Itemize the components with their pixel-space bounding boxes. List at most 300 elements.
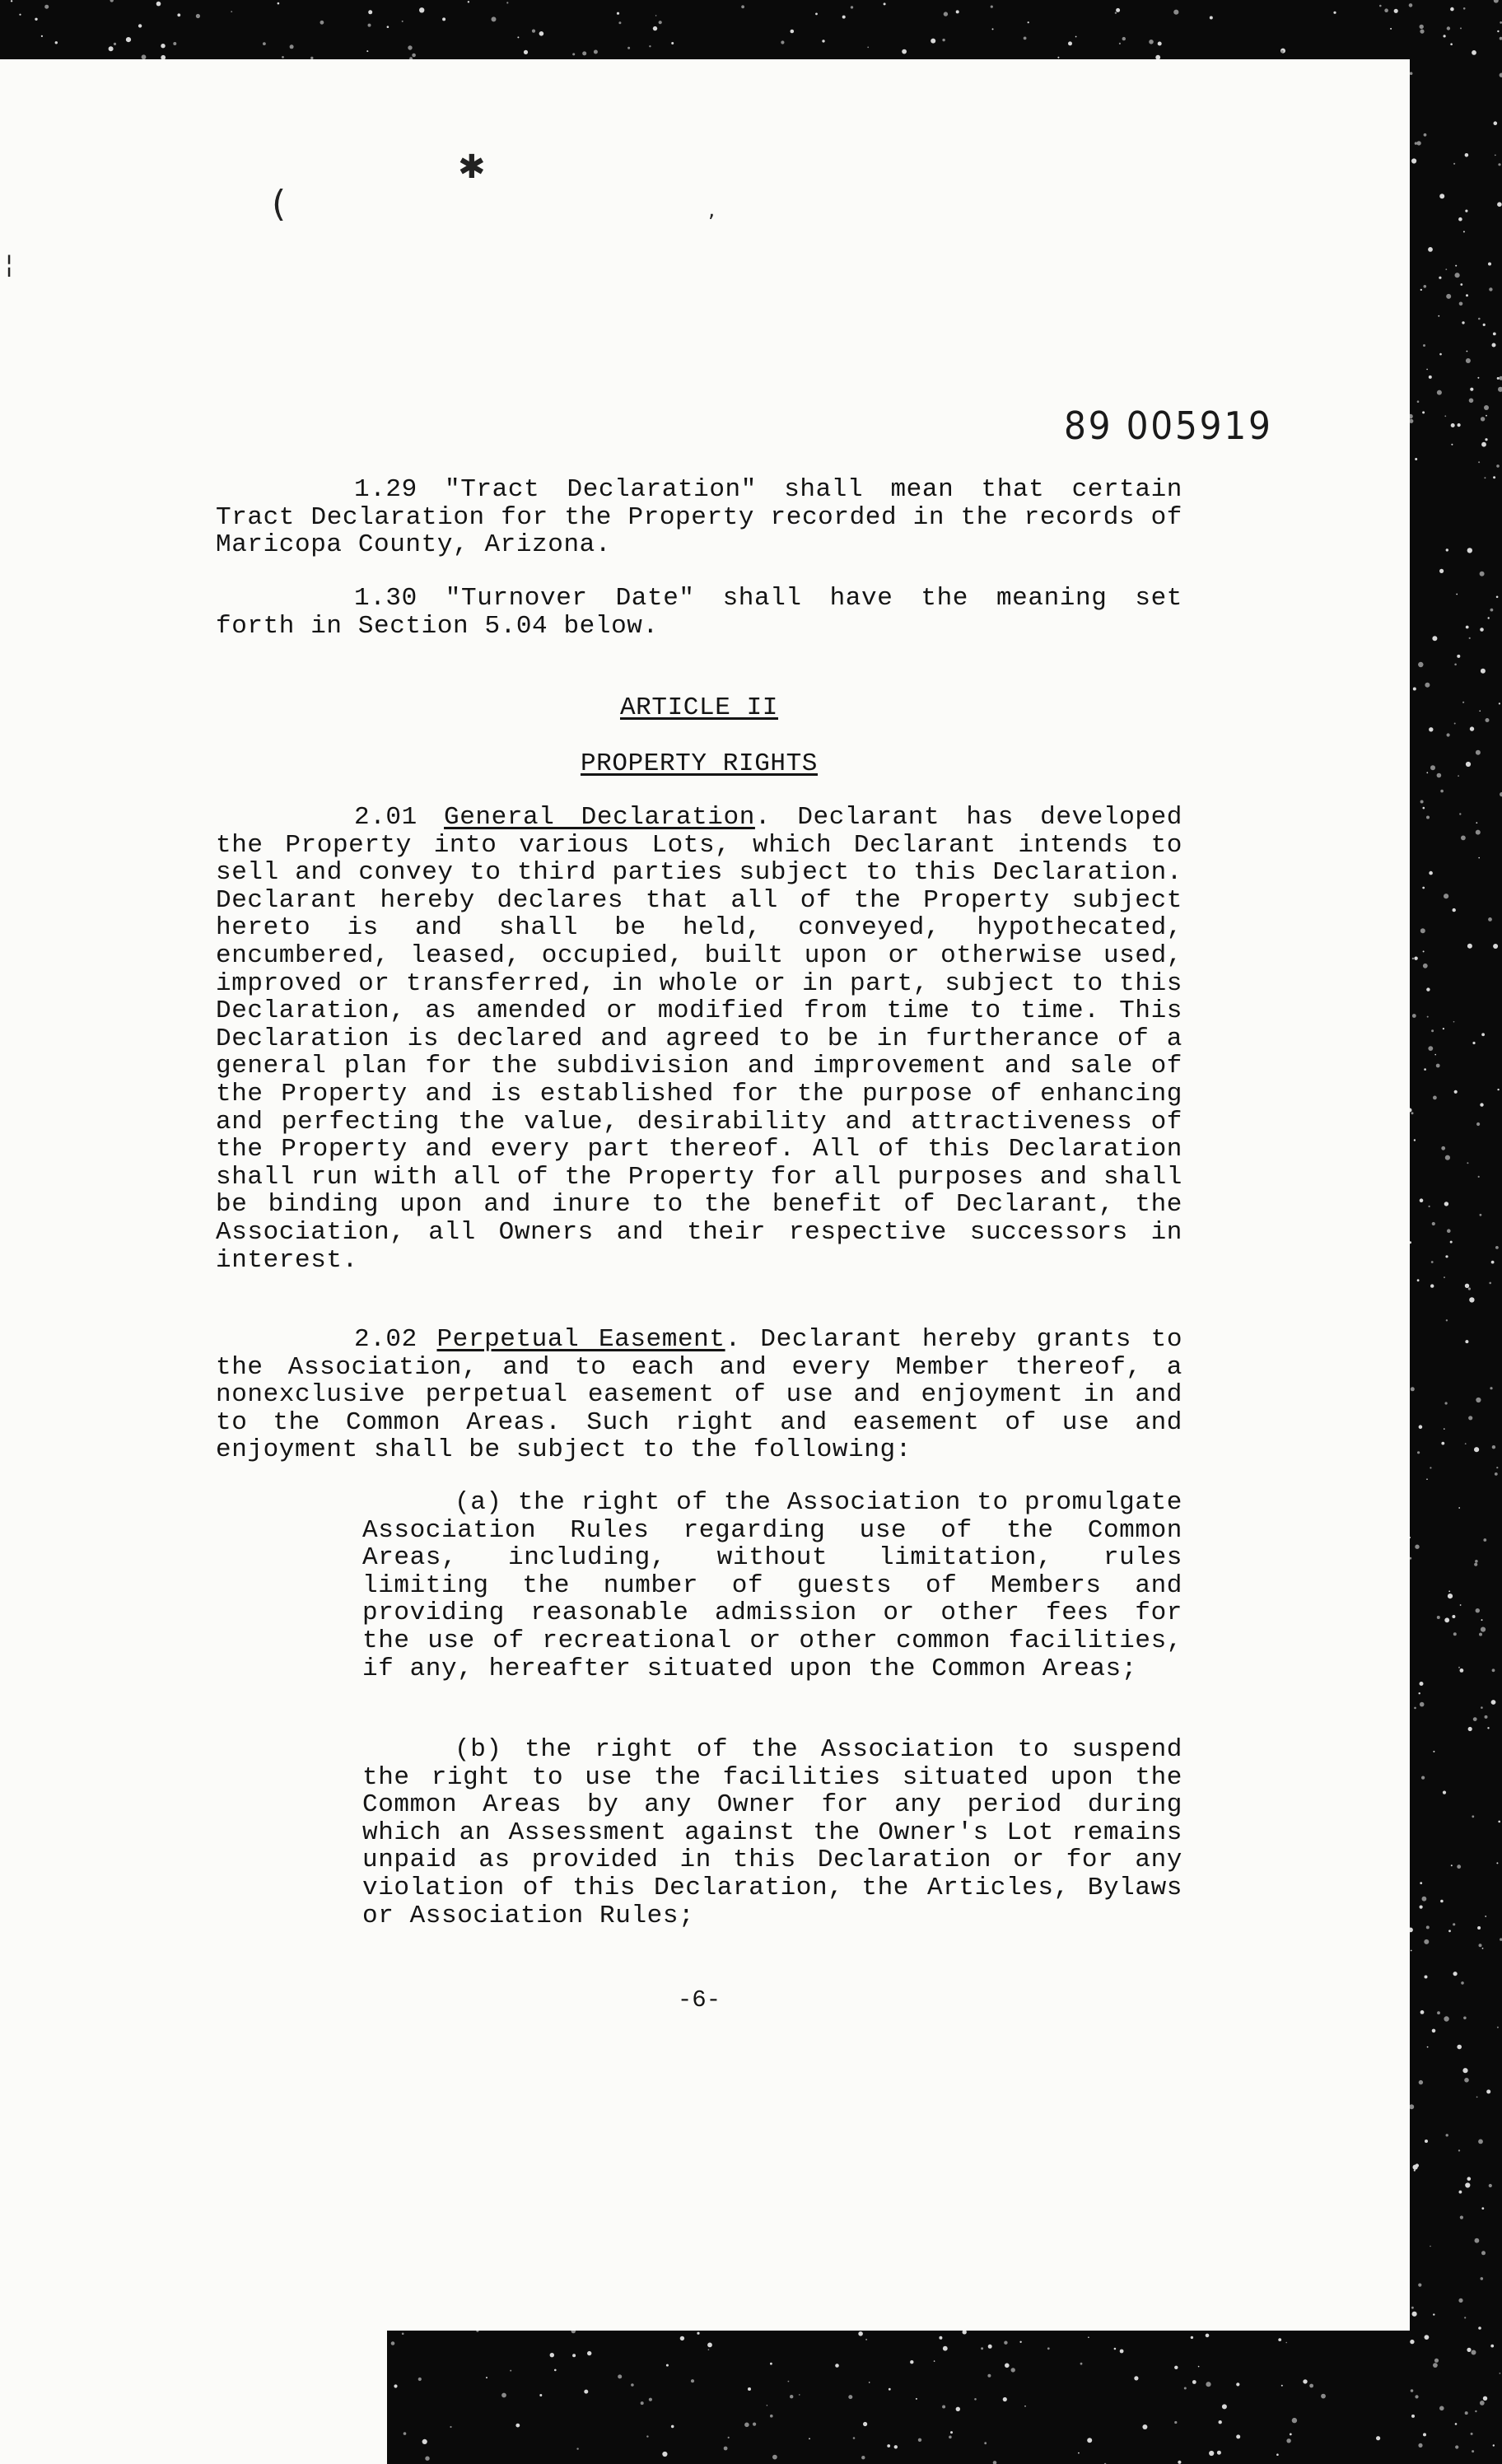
scan-speckle [931,39,935,44]
scan-speckle [1114,2348,1117,2350]
scan-speckle [1474,1563,1477,1566]
scan-speckle [1454,723,1456,725]
scan-speckle [1458,1507,1460,1509]
scan-speckle [707,2343,712,2348]
scan-speckle [1489,287,1492,291]
scan-speckle [1024,37,1027,40]
scan-speckle [655,15,657,16]
scan-speckle [41,35,43,37]
scan-speckle [671,42,674,44]
scan-speckle [1426,1478,1428,1480]
scan-speckle [1419,1692,1420,1694]
scan-speckle [1198,2366,1200,2368]
scan-speckle [1333,12,1336,14]
scan-speckle [554,2369,557,2372]
scan-speckle [1420,800,1424,804]
scan-speckle [1425,1976,1428,1979]
scan-speckle [231,11,232,12]
scan-speckle [572,53,575,55]
scan-speckle [1480,572,1485,576]
scan-speckle [1463,2017,1467,2020]
scan-speckle [770,2363,772,2365]
scan-speckle [770,2415,773,2418]
scan-speckle [1458,423,1461,427]
scan-speckle [1462,702,1464,703]
scan-speckle [1303,2379,1307,2383]
scan-speckle [1444,1202,1448,1206]
scan-speckle [1486,415,1487,417]
scan-speckle [617,12,619,15]
scan-speckle [618,21,621,24]
scan-speckle [988,2345,992,2349]
scan-speckle [791,30,795,34]
scan-speckle [1024,2406,1026,2407]
scan-speckle [1493,476,1495,478]
scan-speckle [1444,1276,1445,1278]
scan-speckle [1465,2411,1468,2415]
scan-speckle [1500,2373,1501,2374]
scan-speckle [403,2432,407,2435]
scan-speckle [1455,2445,1458,2448]
scan-speckle [1412,1014,1416,1018]
scan-speckle [1493,2444,1495,2446]
scan-speckle [835,2364,839,2368]
scan-speckle [869,2382,870,2383]
scan-speckle [910,2360,913,2364]
scan-speckle [1453,163,1455,165]
scan-speckle [282,56,284,58]
scan-speckle [394,2384,397,2387]
scan-speckle [1487,1727,1489,1729]
scan-speckle [618,2374,622,2378]
scan-speckle [1432,1222,1435,1225]
scan-speckle [582,51,586,55]
scan-speckle [944,12,948,16]
scan-speckle [1488,617,1490,618]
scan-speckle [1411,2389,1414,2392]
scan-speckle [1479,1633,1482,1636]
scan-speckle [1481,2207,1484,2210]
section-2-02-text: . Declarant hereby grants to the Association, and to each and every Member thereof, a nonexclusive perpetual easement of use and enjoyment in and to the Common Areas. Such right and easement of use and enjoyment shall be subject to the following: [216,1325,1183,1465]
scan-speckle [1466,626,1469,629]
scan-speckle [1420,30,1424,34]
scan-speckle [1412,958,1414,959]
article-title: PROPERTY RIGHTS [580,749,819,778]
scan-speckle [1057,57,1059,58]
scan-speckle [1496,1862,1498,1864]
scan-speckle [1476,2097,1478,2098]
scan-speckle [1281,2385,1283,2387]
scan-speckle [1430,2246,1431,2247]
recording-number: 89 005919 [1064,404,1273,448]
scan-speckle [1471,2433,1473,2435]
scan-speckle [1446,548,1448,551]
clause-b [362,1736,1182,1930]
scan-speckle [1465,1284,1469,1288]
scan-speckle [1434,1054,1436,1056]
scan-speckle [1236,2434,1240,2438]
scan-speckle [1458,775,1459,777]
scan-speckle [1444,35,1446,37]
scan-speckle [109,46,114,51]
scan-speckle [1413,688,1416,691]
clause-b-text: (b) the right of the Association to suspend the right to use the facilities situated upon the Common Areas by any Owner for any period during which an Assessment against the Owner's Lot remains unpaid as provided in this Declaration or for any violation of this Declaration, the Articles, Bylaws or Association Rules; [362,1735,1182,1930]
scan-speckle [55,41,58,44]
scan-speckle [1434,2359,1439,2363]
scan-speckle [19,14,21,16]
scan-speckle [662,2452,667,2457]
scan-speckle [1489,1282,1491,1285]
scan-speckle [1483,2396,1487,2401]
scan-speckle [1470,388,1473,391]
clause-a [362,1489,1182,1682]
scan-speckle [1429,376,1432,379]
scan-speckle [486,2377,487,2378]
scan-speckle [1477,1926,1481,1930]
scan-speckle [939,2336,942,2340]
scan-speckle [1429,1206,1430,1207]
scan-speckle [1496,1467,1498,1468]
scan-speckle [1173,10,1178,15]
scan-speckle [1290,2434,1292,2436]
scan-speckle [1047,2347,1050,2350]
scan-speckle [418,2378,422,2381]
scan-speckle [1495,1472,1498,1476]
scan-speckle [1455,265,1457,267]
scan-speckle [1424,133,1427,137]
scan-speckle [1480,2401,1485,2406]
scan-speckle [1414,2169,1416,2171]
scan-speckle [1423,2433,1426,2436]
scan-speckle [1087,2438,1092,2443]
scan-speckle [1476,1122,1480,1126]
scan-speckle [1424,1939,1429,1944]
scan-speckle [659,21,662,24]
scan-speckle [822,40,824,42]
scan-speckle [1418,2284,1421,2287]
scan-speckle [1460,1604,1462,1606]
scan-speckle [402,21,403,22]
scan-speckle [649,2398,652,2401]
scan-speckle [1462,321,1464,324]
scan-speckle [680,2336,684,2340]
scan-speckle [1461,836,1466,841]
scan-speckle [1222,2404,1227,2409]
scan-speckle [1478,318,1481,320]
scan-speckle [11,0,12,2]
scan-speckle [1472,1815,1474,1818]
scan-speckle [1467,944,1472,949]
scan-speckle [1457,1864,1461,1869]
scan-speckle [974,2398,977,2401]
article-number: ARTICLE II [619,693,779,722]
scan-speckle [1488,263,1491,266]
scan-speckle [1495,1246,1499,1249]
scan-speckle [114,43,116,45]
clause-a-text: (a) the right of the Association to promulgate Association Rules regarding use of the Common Areas, including, without limitation, rules limiting the number of guests of Members and providing reasonable admission or other fees for the use of recreational or other common facilities, if any, hereafter situated upon the Common Areas; [362,1488,1182,1683]
scan-speckle [1414,1139,1416,1141]
scan-speckle [1418,2443,1422,2448]
scan-speckle [894,2445,898,2448]
scan-speckle [1440,790,1444,793]
scan-speckle [278,2,280,5]
scan-speckle [1011,2368,1015,2372]
page-number: -6- [677,1986,721,2014]
scan-speckle [1444,2016,1448,2021]
scan-speckle [815,13,818,16]
scan-speckle [1004,2341,1007,2345]
scan-speckle [1439,353,1442,356]
scan-speckle [1492,1445,1495,1449]
scan-speckle [671,2425,674,2429]
section-2-02 [216,1326,1182,1464]
scan-speckle [524,50,528,54]
scan-speckle [1426,987,1430,991]
scan-speckle [1451,444,1453,446]
scan-speckle [1281,50,1284,53]
scan-speckle [1470,726,1474,730]
scan-speckle [1444,415,1446,417]
scan-speckle [320,21,324,25]
scan-speckle [781,40,784,44]
scan-speckle [1459,302,1463,306]
scan-speckle [1498,163,1500,166]
scan-speckle [942,39,945,41]
scan-speckle [1414,957,1417,960]
scan-speckle [1278,2338,1281,2341]
scan-speckle [1468,1727,1472,1731]
scan-speckle [1464,2078,1469,2083]
scan-speckle [991,6,993,8]
scan-speckle [1492,1668,1495,1672]
scan-artifact-edge-marks: ¦ [5,250,14,279]
scan-speckle [1192,2380,1196,2384]
scan-speckle [572,2354,576,2357]
section-2-01-number: 2.01 [354,803,417,832]
scan-speckle [1472,2450,1474,2452]
scan-speckle [1423,344,1425,347]
scan-speckle [1497,377,1500,380]
scan-speckle [1475,1560,1478,1563]
scan-speckle [1468,1416,1472,1420]
scan-speckle [728,2437,730,2438]
scan-speckle [1455,2423,1458,2425]
scan-speckle [1217,2451,1221,2455]
scan-speckle [934,2360,935,2362]
scan-speckle [1379,5,1382,7]
scan-speckle [1439,569,1444,573]
scan-speckle [1452,1615,1455,1618]
scan-speckle [594,50,598,54]
scan-speckle [1415,1545,1419,1549]
scan-speckle [1174,2366,1178,2369]
scan-speckle [1467,351,1468,352]
scan-speckle [1441,1442,1444,1445]
scan-speckle [1426,816,1430,819]
scan-speckle [492,16,497,21]
section-2-01-heading: General Declaration [444,803,755,832]
scan-speckle [1458,1667,1460,1668]
scan-speckle [1429,871,1433,875]
scan-speckle [1463,7,1466,10]
scan-speckle [1478,461,1480,463]
section-2-01-text: . Declarant has developed the Property into various Lots, which Declarant intends to sell and convey to third parties subject to this Declaration. Declarant hereby declares that all of the Property subject hereto is and shall be held, conveyed, hypothecated, encumbered, leased, occupied, built upon or otherwise used, improved or transferred, in whole or in part, subject to this Declaration, as amended or modified from time to time. This Declaration is declared and agreed to be in furtherance of a general plan for the subdivision and improvement and sale of the Property and is established for the purpose of enhancing and perfecting the value, desirability and attractiveness of the Property and every part thereof. All of this Declaration shall run with all of the Property for all purposes and shall be binding upon and inure to the benefit of Declarant, the Association, all Owners and their respective successors in interest. [216,803,1183,1275]
scan-speckle [1475,2238,1480,2243]
scan-speckle [1437,2011,1440,2014]
scan-speckle [1411,1950,1412,1952]
scan-speckle [1425,2335,1430,2340]
scan-speckle [1466,762,1471,767]
scan-speckle [1286,2438,1290,2443]
scan-speckle [950,2431,953,2434]
scan-speckle [1445,268,1447,270]
scan-speckle [1411,2415,1415,2418]
scan-speckle [1209,2451,1214,2456]
scan-speckle [510,2370,511,2372]
scan-speckle [1428,247,1433,252]
scan-speckle [1490,1387,1492,1389]
scan-speckle [1068,41,1072,45]
scan-speckle [290,44,294,49]
paragraph-1-30 [216,585,1182,640]
scan-speckle [1432,2029,1436,2033]
scan-speckle [1019,2341,1021,2343]
scan-speckle [1464,2317,1466,2318]
scan-speckle [1444,1617,1449,1622]
scan-speckle [851,6,853,8]
scan-speckle [1465,1443,1467,1444]
scan-speckle [1497,1089,1499,1090]
scan-speckle [1419,1425,1423,1429]
scan-speckle [848,2395,852,2399]
scan-speckle [1122,37,1126,40]
scan-speckle [724,2447,728,2451]
scan-speckle [1473,1717,1477,1721]
scan-speckle [1494,121,1498,125]
scan-speckle [1003,2397,1007,2401]
scan-speckle [1420,1198,1424,1202]
scan-speckle [1422,411,1425,413]
scan-speckle [956,2407,960,2411]
scan-speckle [517,36,519,38]
scan-speckle [1426,772,1428,773]
scan-speckle [1493,944,1498,949]
scan-speckle [532,30,535,33]
scan-speckle [1080,2363,1083,2365]
scan-speckle [1476,822,1477,824]
scan-speckle [884,2,886,5]
scan-speckle [1394,9,1398,13]
scan-speckle [1476,750,1481,755]
scan-speckle [1411,2307,1414,2309]
scan-speckle [1433,1096,1437,1100]
paragraph-1-29-text: 1.29 "Tract Declaration" shall mean that certain Tract Declaration for the Property recorded in the records of Maricopa County, Arizona. [216,475,1182,560]
scan-speckle [1451,1864,1453,1866]
scan-speckle [1476,830,1481,835]
scan-speckle [1483,1538,1486,1542]
scan-speckle [767,2405,768,2406]
scan-speckle [1433,2363,1438,2368]
scan-speckle [402,2333,404,2336]
scan-speckle [1446,2134,1448,2136]
scan-speckle [1420,928,1425,933]
scan-speckle [1498,387,1502,392]
scan-speckle [1465,1340,1468,1343]
scan-speckle [419,7,424,12]
section-2-01 [216,804,1182,1274]
scan-speckle [1453,1923,1455,1925]
article-title-heading [216,749,1182,778]
scan-speckle [1478,2140,1483,2144]
scan-speckle [649,45,651,47]
scan-speckle [425,2457,429,2461]
scan-speckle [1453,908,1456,912]
scan-speckle [889,2388,891,2391]
scan-speckle [44,5,49,9]
scan-speckle [1467,1162,1468,1164]
scan-speckle [1457,655,1460,658]
scan-speckle [1497,2027,1499,2028]
scan-speckle [987,2374,991,2378]
scan-speckle [1467,2177,1472,2181]
scan-speckle [1481,2251,1486,2255]
scan-speckle [788,2381,790,2382]
scan-speckle [942,2406,945,2409]
scan-speckle [1488,917,1492,922]
scan-speckle [1384,8,1388,12]
scan-speckle [1448,1594,1453,1598]
scan-speckle [1463,231,1465,232]
scan-speckle [450,2426,451,2428]
scan-speckle [753,2423,756,2426]
scan-speckle [1184,2387,1187,2390]
scan-speckle [1149,40,1154,44]
scan-speckle [1481,442,1486,447]
scan-speckle [177,13,180,16]
scan-speckle [1088,2336,1089,2338]
scan-speckle [1466,358,1471,363]
scan-speckle [1236,2382,1239,2386]
scan-speckle [1430,1284,1434,1287]
scan-speckle [1426,1925,1430,1929]
scan-speckle [1411,1387,1415,1391]
scan-speckle [1491,1700,1496,1705]
scan-speckle [1415,458,1417,460]
scan-speckle [1480,1103,1483,1106]
scan-speckle [368,10,372,14]
scan-speckle [1206,2382,1210,2387]
scan-speckle [1454,664,1457,666]
scan-speckle [1430,1467,1431,1468]
scan-speckle [1420,1906,1423,1909]
scan-speckle [1418,662,1423,667]
scan-speckle [1142,2424,1147,2429]
scan-speckle [1422,887,1425,889]
scan-speckle [1420,289,1422,291]
scan-speckle [1292,2418,1297,2423]
scan-speckle [1479,1944,1482,1947]
scan-speckle [1424,285,1427,288]
scan-speckle [1485,1916,1486,1917]
scan-speckle [1486,718,1490,722]
scan-speckle [196,14,200,18]
scan-speckle [1426,369,1428,371]
scan-speckle [799,2394,800,2396]
scan-speckle [1459,813,1461,814]
scan-speckle [1446,294,1451,299]
scan-speckle [1491,1261,1495,1264]
scan-speckle [1433,2313,1434,2315]
